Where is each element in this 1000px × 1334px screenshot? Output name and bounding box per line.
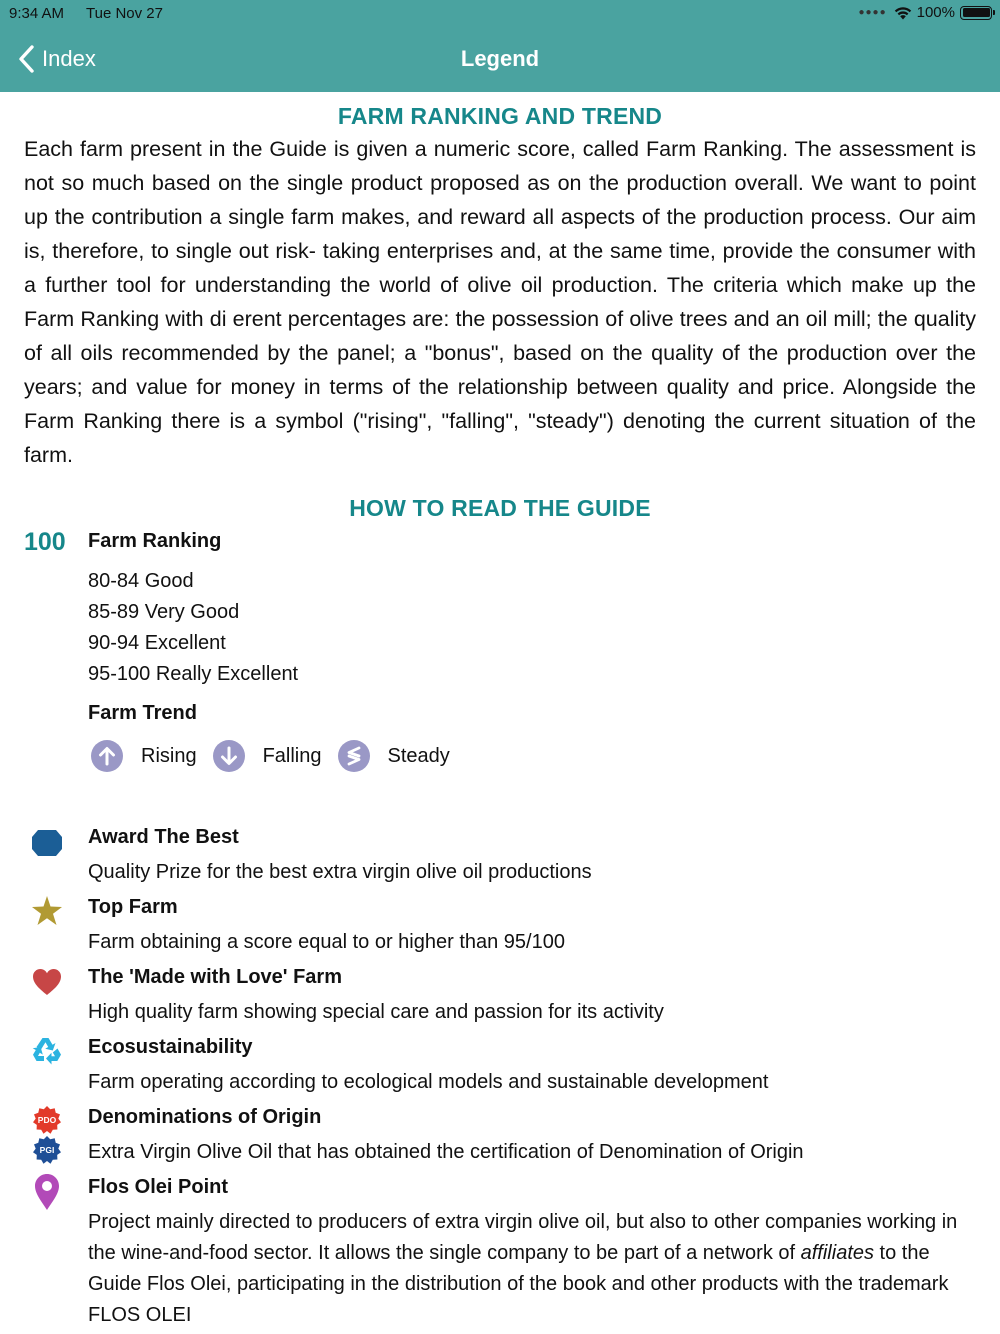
ranking-level: 85-89 Very Good bbox=[88, 601, 240, 623]
heart-icon bbox=[30, 965, 64, 999]
recycle-icon bbox=[30, 1034, 64, 1068]
legend-title: Top Farm bbox=[88, 896, 178, 918]
legend-title: Flos Olei Point bbox=[88, 1176, 229, 1198]
arrow-up-circle-icon bbox=[91, 740, 123, 772]
status-date: Tue Nov 27 bbox=[86, 5, 163, 22]
legend-description: Farm obtaining a score equal to or higher than 95/100 bbox=[88, 931, 565, 953]
trend-label-rising: Rising bbox=[141, 744, 197, 767]
section-heading-how-to-read: HOW TO READ THE GUIDE bbox=[349, 495, 651, 521]
farm-trend-title: Farm Trend bbox=[88, 702, 197, 724]
ranking-levels-list bbox=[88, 566, 298, 690]
legend-description: Quality Prize for the best extra virgin olive oil productions bbox=[88, 861, 592, 883]
legend-description: Extra Virgin Olive Oil that has obtained the certification of Denomination of Origin bbox=[88, 1141, 804, 1163]
award-icon bbox=[30, 826, 64, 860]
battery-percent: 100% bbox=[916, 4, 955, 21]
farm-ranking-title: Farm Ranking bbox=[88, 530, 222, 552]
legend-content[interactable] bbox=[0, 92, 1000, 1334]
status-bar bbox=[0, 0, 1000, 26]
status-time: 9:34 AM bbox=[9, 5, 65, 22]
navigation-bar bbox=[0, 26, 1000, 92]
battery-icon bbox=[960, 6, 992, 20]
trend-label-falling: Falling bbox=[262, 744, 322, 767]
ranking-sample-number: 100 bbox=[24, 528, 66, 556]
location-pin-icon bbox=[30, 1172, 64, 1212]
arrow-down-circle-icon bbox=[213, 740, 245, 772]
legend-title: Ecosustainability bbox=[88, 1036, 253, 1058]
signal-icon: ●●●● bbox=[858, 7, 887, 18]
svg-text:PDO: PDO bbox=[37, 1115, 57, 1126]
wifi-icon bbox=[894, 6, 912, 20]
status-indicators bbox=[858, 4, 992, 21]
legend-title: The 'Made with Love' Farm bbox=[88, 966, 342, 988]
legend-description: Farm operating according to ecological models and sustainable development bbox=[88, 1071, 769, 1093]
ranking-level: 95-100 Really Excellent bbox=[88, 663, 299, 685]
trend-label-steady: Steady bbox=[387, 744, 450, 767]
section-heading-ranking: FARM RANKING AND TREND bbox=[337, 103, 663, 129]
legend-description: Project mainly directed to producers of extra virgin olive oil, but also to other companies working in the wine-and-food sector. It allows the single company to be part of a network of affiliates to the Guide Flos Olei, participating in the distribution of the book and other products with the trademark FLOS OLEI bbox=[88, 1211, 958, 1326]
legend-description: High quality farm showing special care and passion for its activity bbox=[88, 1001, 664, 1023]
top-bar bbox=[0, 0, 1000, 92]
legend-title: Award The Best bbox=[88, 826, 239, 848]
arrows-left-right-circle-icon bbox=[338, 740, 370, 772]
star-icon bbox=[30, 894, 64, 928]
intro-paragraph: Each farm present in the Guide is given a numeric score, called Farm Ranking. The assessment is not so much based on the single product proposed as on the production overall. We want to point up the contribution a single farm makes, and reward all aspects of the production process. Our aim is, therefore, to single out risk- taking enterprises and, at the same time, provide the consumer with a further tool for understanding the world of olive oil production. The criteria which make up the Farm Ranking with di erent percentages are: the possession of olive trees and an oil mill; the quality of all oils recommended by the panel; a "bonus", based on the quality of the production over the years; and value for money in terms of the relationship between quality and price. Alongside the Farm Ranking there is a symbol ("rising", "falling", "steady") denoting the current situation of the farm. bbox=[24, 137, 976, 467]
back-label: Index bbox=[42, 46, 96, 71]
legend-title: Denominations of Origin bbox=[88, 1106, 322, 1128]
svg-text:PGI: PGI bbox=[39, 1145, 55, 1156]
farm-trend-row bbox=[91, 740, 466, 772]
pdo-pgi-icon bbox=[30, 1104, 64, 1166]
ranking-level: 90-94 Excellent bbox=[88, 632, 226, 654]
ranking-level: 80-84 Good bbox=[88, 570, 194, 592]
page-title: Legend bbox=[460, 46, 540, 71]
